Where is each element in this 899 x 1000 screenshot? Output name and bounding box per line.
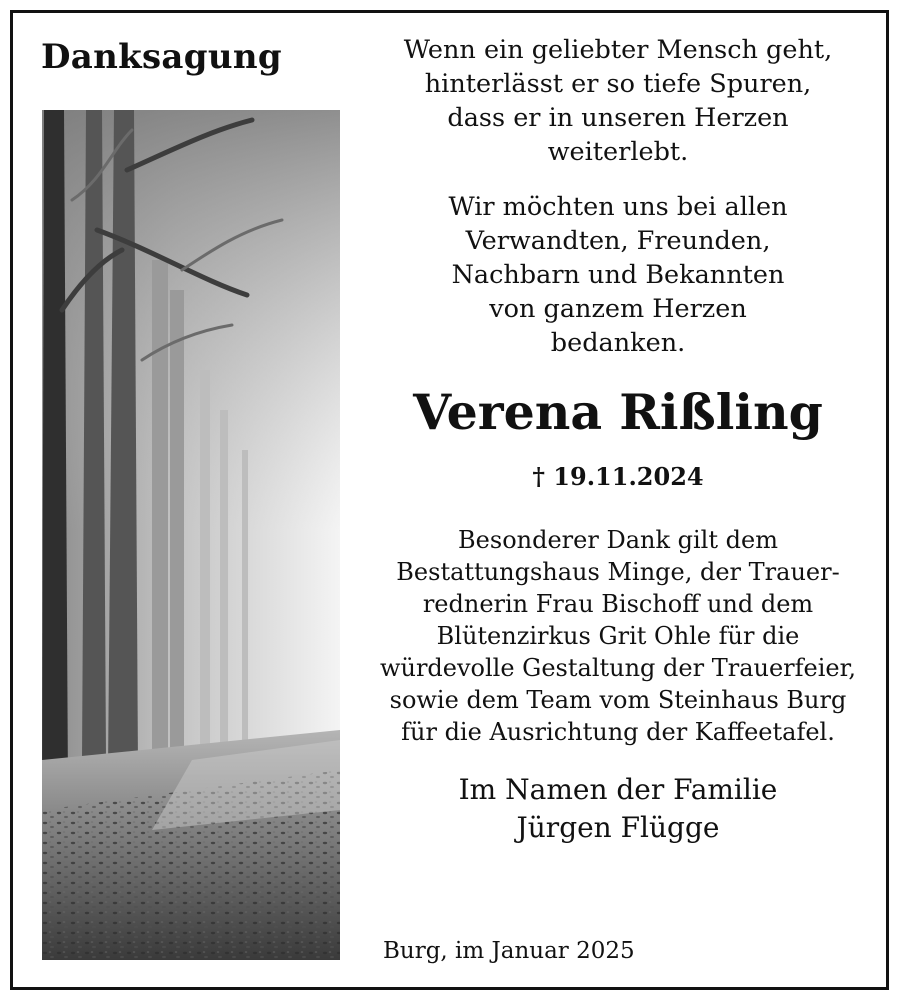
thanks-line: Verwandten, Freunden, [465, 226, 771, 256]
quote-line: dass er in unseren Herzen [447, 103, 789, 133]
obituary-frame [10, 10, 889, 990]
signature-line: Jürgen Flügge [516, 810, 720, 844]
quote-line: weiterlebt. [547, 137, 689, 167]
special-thanks-line: Besonderer Dank gilt dem [458, 525, 778, 554]
special-thanks-line: Bestattungshaus Minge, der Trauer- [396, 557, 840, 586]
place-date: Burg, im Januar 2025 [383, 938, 635, 964]
heading-title: Danksagung [41, 37, 282, 77]
memorial-quote [368, 33, 868, 169]
thanks-line: bedanken. [550, 328, 686, 358]
family-signature [368, 771, 868, 847]
forest-illustration [42, 110, 340, 960]
signature-line: Im Namen der Familie [458, 772, 778, 806]
quote-line: hinterlässt er so tiefe Spuren, [424, 69, 812, 99]
thanks-line: Nachbarn und Bekannten [451, 260, 785, 290]
special-thanks-line: für die Ausrichtung der Kaffeetafel. [401, 717, 835, 746]
text-column [368, 33, 868, 847]
special-thanks [368, 524, 868, 748]
special-thanks-line: sowie dem Team vom Steinhaus Burg [389, 685, 847, 714]
deceased-name: Verena Rißling [413, 383, 823, 441]
special-thanks-line: Blütenzirkus Grit Ohle für die [436, 621, 800, 650]
thanks-line: Wir möchten uns bei allen [448, 192, 788, 222]
death-date: † 19.11.2024 [532, 461, 704, 491]
quote-line: Wenn ein geliebter Mensch geht, [403, 35, 833, 65]
special-thanks-line: würdevolle Gestaltung der Trauerfeier, [379, 653, 857, 682]
thanks-line: von ganzem Herzen [489, 294, 747, 324]
special-thanks-line: rednerin Frau Bischoff und dem [422, 589, 814, 618]
thanks-intro [368, 190, 868, 360]
misty-forest-path-photo [42, 110, 340, 960]
